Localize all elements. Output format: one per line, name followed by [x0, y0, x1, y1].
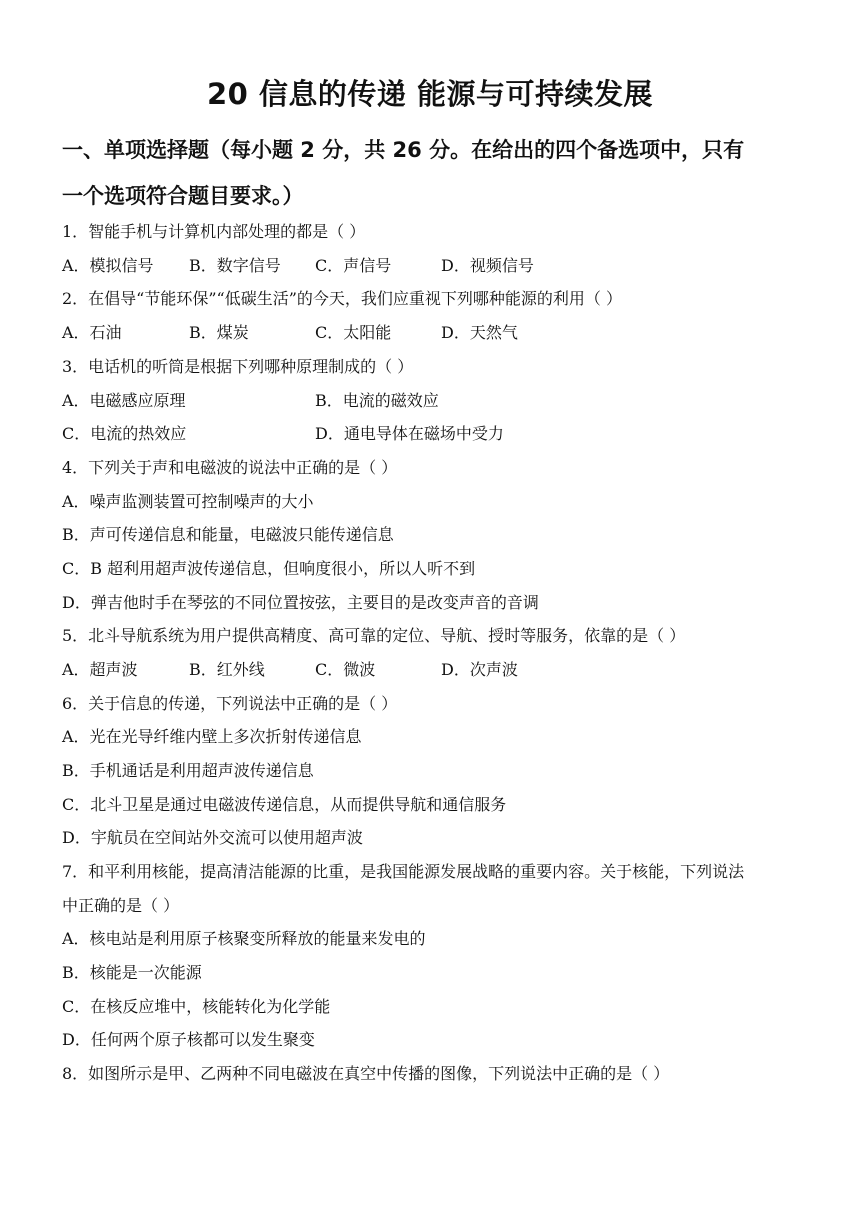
- question-3-option-a: A．电磁感应原理: [62, 391, 186, 410]
- question-6-option-a: A．光在光导纤维内壁上多次折射传递信息: [62, 727, 362, 746]
- section-heading-line-2: 一个选项符合题目要求。）: [62, 184, 304, 208]
- question-3-option-b: B．电流的磁效应: [315, 391, 439, 410]
- question-3-option-c: C．电流的热效应: [62, 424, 187, 443]
- question-2-option-b: B．煤炭: [189, 323, 249, 342]
- question-1-option-a: A．模拟信号: [62, 256, 154, 275]
- question-7-stem-line-1: 7．和平利用核能，提高清洁能源的比重，是我国能源发展战略的重要内容。关于核能，下列说法: [62, 862, 745, 881]
- question-6-option-b: B．手机通话是利用超声波传递信息: [62, 761, 314, 780]
- question-7-option-a: A．核电站是利用原子核聚变所释放的能量来发电的: [62, 929, 426, 948]
- question-4-option-d: D．弹吉他时手在琴弦的不同位置按弦，主要目的是改变声音的音调: [62, 593, 539, 612]
- question-5-option-b: B．红外线: [189, 660, 265, 679]
- question-8-stem: 8．如图所示是甲、乙两种不同电磁波在真空中传播的图像，下列说法中正确的是（ ）: [62, 1064, 670, 1083]
- question-3-option-d: D．通电导体在磁场中受力: [315, 424, 504, 443]
- question-1-option-d: D．视频信号: [441, 256, 534, 275]
- question-2-stem: 2．在倡导“节能环保”“低碳生活”的今天，我们应重视下列哪种能源的利用（ ）: [62, 289, 622, 308]
- question-5-option-c: C．微波: [315, 660, 376, 679]
- section-heading-line-1: 一、单项选择题（每小题 2 分，共 26 分。在给出的四个备选项中，只有: [62, 138, 745, 162]
- question-7-option-b: B．核能是一次能源: [62, 963, 202, 982]
- question-3-stem: 3．电话机的听筒是根据下列哪种原理制成的（ ）: [62, 357, 414, 376]
- question-1-option-b: B．数字信号: [189, 256, 281, 275]
- question-4-stem: 4．下列关于声和电磁波的说法中正确的是（ ）: [62, 458, 398, 477]
- question-2-option-d: D．天然气: [441, 323, 518, 342]
- question-5-option-d: D．次声波: [441, 660, 518, 679]
- question-5-option-a: A．超声波: [62, 660, 138, 679]
- question-7-stem-line-2: 中正确的是（ ）: [62, 896, 180, 915]
- page-title: 20 信息的传递 能源与可持续发展: [206, 77, 654, 111]
- question-4-option-a: A．噪声监测装置可控制噪声的大小: [62, 492, 314, 511]
- question-6-option-d: D．宇航员在空间站外交流可以使用超声波: [62, 828, 363, 847]
- question-6-stem: 6．关于信息的传递，下列说法中正确的是（ ）: [62, 694, 398, 713]
- question-1-stem: 1．智能手机与计算机内部处理的都是（ ）: [62, 222, 366, 241]
- question-7-option-d: D．任何两个原子核都可以发生聚变: [62, 1030, 315, 1049]
- question-1-option-c: C．声信号: [315, 256, 392, 275]
- question-5-stem: 5．北斗导航系统为用户提供高精度、高可靠的定位、导航、授时等服务，依靠的是（ ）: [62, 626, 686, 645]
- question-2-option-c: C．太阳能: [315, 323, 392, 342]
- question-4-option-b: B．声可传递信息和能量，电磁波只能传递信息: [62, 525, 394, 544]
- question-2-option-a: A．石油: [62, 323, 122, 342]
- question-6-option-c: C．北斗卫星是通过电磁波传递信息，从而提供导航和通信服务: [62, 795, 507, 814]
- question-4-option-c: C．B 超利用超声波传递信息，但响度很小，所以人听不到: [62, 559, 476, 578]
- question-7-option-c: C．在核反应堆中，核能转化为化学能: [62, 997, 331, 1016]
